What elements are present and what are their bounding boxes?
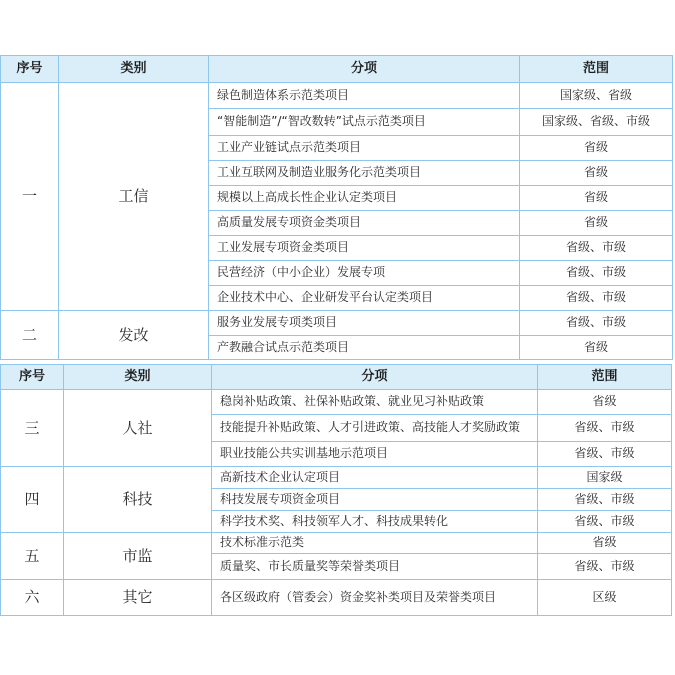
- scope-cell: 区级: [538, 580, 672, 616]
- item-cell: 质量奖、市长质量奖等荣誉类项目: [212, 554, 538, 580]
- header-category: 类别: [59, 56, 209, 83]
- scope-cell: 省级: [520, 211, 673, 236]
- header-scope: 范围: [520, 56, 673, 83]
- item-cell: 工业互联网及制造业服务化示范类项目: [209, 161, 520, 186]
- item-cell: 高质量发展专项资金类项目: [209, 211, 520, 236]
- group-category: 科技: [64, 467, 212, 533]
- scope-cell: 省级、市级: [520, 311, 673, 336]
- item-cell: 工业发展专项资金类项目: [209, 236, 520, 261]
- policy-table-1: [0, 55, 673, 360]
- header-item: 分项: [212, 365, 538, 390]
- table-header-row: [1, 365, 672, 390]
- table-row: [1, 83, 673, 109]
- item-cell: 企业技术中心、企业研发平台认定类项目: [209, 286, 520, 311]
- header-seq: 序号: [1, 365, 64, 390]
- scope-cell: 省级、市级: [538, 489, 672, 511]
- item-cell: 技能提升补贴政策、人才引进政策、高技能人才奖励政策: [212, 415, 538, 442]
- group-category: 市监: [64, 533, 212, 580]
- scope-cell: 省级、市级: [538, 415, 672, 442]
- table-row: [1, 311, 673, 336]
- scope-cell: 省级: [520, 161, 673, 186]
- item-cell: 职业技能公共实训基地示范项目: [212, 442, 538, 467]
- scope-cell: 省级: [538, 533, 672, 554]
- group-seq: 三: [1, 390, 64, 467]
- group-seq: 四: [1, 467, 64, 533]
- scope-cell: 国家级、省级、市级: [520, 109, 673, 136]
- table-row: [1, 390, 672, 415]
- scope-cell: 省级: [520, 136, 673, 161]
- scope-cell: 省级: [520, 186, 673, 211]
- item-cell: 服务业发展专项类项目: [209, 311, 520, 336]
- group-seq: 一: [1, 83, 59, 311]
- group-category: 人社: [64, 390, 212, 467]
- item-cell: 稳岗补贴政策、社保补贴政策、就业见习补贴政策: [212, 390, 538, 415]
- table-row: [1, 533, 672, 554]
- item-cell: 规模以上高成长性企业认定类项目: [209, 186, 520, 211]
- group-category: 工信: [59, 83, 209, 311]
- item-cell: 技术标准示范类: [212, 533, 538, 554]
- scope-cell: 省级、市级: [520, 261, 673, 286]
- table-header-row: [1, 56, 673, 83]
- header-seq: 序号: [1, 56, 59, 83]
- item-cell: 产教融合试点示范类项目: [209, 336, 520, 360]
- scope-cell: 省级、市级: [538, 511, 672, 533]
- item-cell: 科技发展专项资金项目: [212, 489, 538, 511]
- scope-cell: 省级、市级: [520, 286, 673, 311]
- table-row: [1, 580, 672, 616]
- group-seq: 五: [1, 533, 64, 580]
- scope-cell: 省级、市级: [538, 442, 672, 467]
- item-cell: 民营经济（中小企业）发展专项: [209, 261, 520, 286]
- scope-cell: 国家级: [538, 467, 672, 489]
- scope-cell: 省级、市级: [538, 554, 672, 580]
- scope-cell: 国家级、省级: [520, 83, 673, 109]
- scope-cell: 省级: [520, 336, 673, 360]
- table-row: [1, 467, 672, 489]
- group-seq: 六: [1, 580, 64, 616]
- header-category: 类别: [64, 365, 212, 390]
- header-item: 分项: [209, 56, 520, 83]
- item-cell: “智能制造”/“智改数转”试点示范类项目: [209, 109, 520, 136]
- item-cell: 绿色制造体系示范类项目: [209, 83, 520, 109]
- scope-cell: 省级: [538, 390, 672, 415]
- item-cell: 工业产业链试点示范类项目: [209, 136, 520, 161]
- scope-cell: 省级、市级: [520, 236, 673, 261]
- group-category: 发改: [59, 311, 209, 360]
- item-cell: 高新技术企业认定项目: [212, 467, 538, 489]
- header-scope: 范围: [538, 365, 672, 390]
- group-category: 其它: [64, 580, 212, 616]
- policy-table-2: [0, 364, 672, 616]
- item-cell: 科学技术奖、科技领军人才、科技成果转化: [212, 511, 538, 533]
- item-cell: 各区级政府（管委会）资金奖补类项目及荣誉类项目: [212, 580, 538, 616]
- group-seq: 二: [1, 311, 59, 360]
